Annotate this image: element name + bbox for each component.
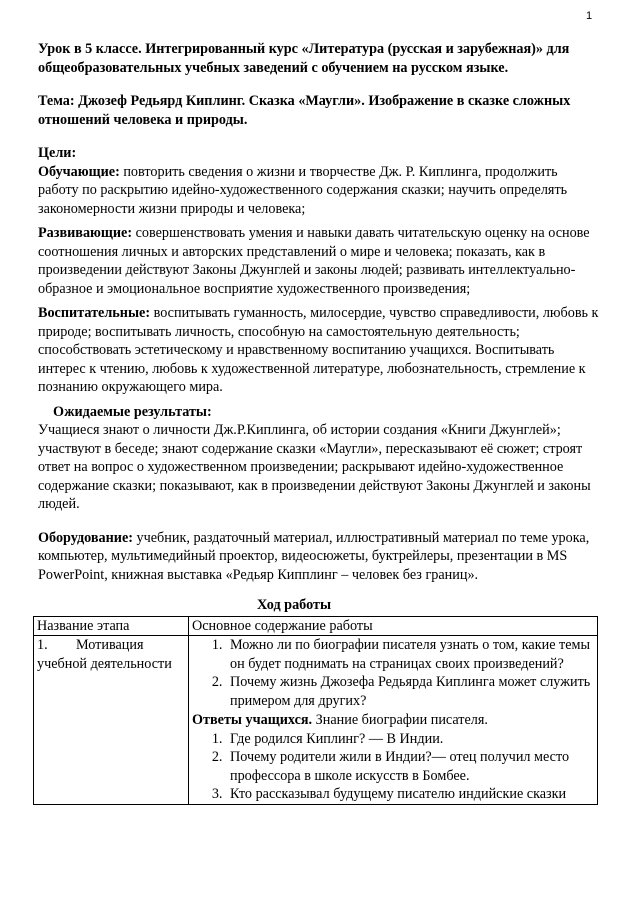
goals-teaching <box>38 163 600 219</box>
answers-label: Ответы учащихся. <box>192 712 313 728</box>
document-body <box>38 40 600 805</box>
table-header-row <box>34 616 598 636</box>
list-item: 3. Кто рассказывал будущему писателю индийские сказки <box>226 785 594 804</box>
results-heading: Ожидаемые результаты: <box>53 403 212 420</box>
lesson-title: Урок в 5 классе. Интегрированный курс «Литература (русская и зарубежная)» для общеобразовательных учебных заведений с обучением на русском языке. <box>38 41 570 76</box>
goals-developing-label: Развивающие: <box>38 225 133 241</box>
work-plan-heading: Ход работы <box>256 597 332 613</box>
answer-list <box>192 730 594 804</box>
column-header-content: Основное содержание работы <box>189 616 598 636</box>
page-number: 1 <box>586 10 593 22</box>
goals-educational-text: воспитывать гуманность, милосердие, чувство справедливости, любовь к природе; воспитывать личность, способную на самостоятельную деятельность; способствовать эстетическому и нравственному воспитанию учащихся. Воспитывать интерес к чтению, любовь к художественной литературе, любознательность, стремление к познанию окружающего мира. <box>38 305 599 395</box>
equipment-text: учебник, раздаточный материал, иллюстративный материал по теме урока, компьютер, мультимедийный проектор, видеосюжеты, буктрейлеры, презентации в MS PowerPoint, книжная выставка «Редьяр Кипплинг – человек без границ». <box>38 529 590 583</box>
goals-developing-text: совершенствовать умения и навыки давать читательскую оценку на основе соотношения личных и авторских представлений о мире и человека; показать, как в произведении действуют Законы Джунглей и законы людей; развивать интеллектуально-образное и эмоциональное восприятие художественного произведения; <box>38 225 590 297</box>
answers-text: Знание биографии писателя. <box>312 712 488 728</box>
list-item: 2. Почему родители жили в Индии?— отец получил место профессора в школе искусств в Бомбее. <box>226 748 594 785</box>
list-item: 1. Где родился Киплинг? — В Индии. <box>226 730 594 749</box>
results-text: Учащиеся знают о личности Дж.Р.Киплинга, об истории создания «Книги Джунглей»; участвуют в беседе; знают содержание сказки «Маугли», пересказывают её сюжет; строят ответ на вопрос о художественном произведении; раскрывают идейно-художественное содержание сказки; показывают, как в произведении действуют Законы Джунглей и законы людей. <box>38 422 591 512</box>
column-header-stage: Название этапа <box>34 616 189 636</box>
lesson-topic: Тема: Джозеф Редьярд Киплинг. Сказка «Маугли». Изображение в сказке сложных отношений человека и природы. <box>38 93 571 128</box>
goals-teaching-label: Обучающие: <box>38 163 120 180</box>
list-item: 1. Можно ли по биографии писателя узнать о том, какие темы он будет поднимать на страницах своих произведений? <box>226 636 594 673</box>
goals-heading: Цели: <box>38 145 77 161</box>
equipment <box>38 529 600 585</box>
goals-developing <box>38 224 600 298</box>
goals-educational <box>38 304 600 397</box>
stage-name: 1. Мотивация учебной деятельности <box>34 636 189 805</box>
stage-content <box>189 636 598 805</box>
list-item: 2. Почему жизнь Джозефа Редьярда Киплинга может служить примером для других? <box>226 673 594 710</box>
equipment-label: Оборудование: <box>38 529 133 546</box>
goals-educational-label: Воспитательные: <box>38 305 151 321</box>
work-plan-table <box>33 616 598 805</box>
table-row <box>34 636 598 805</box>
goals-teaching-text: повторить сведения о жизни и творчестве Дж. Р. Киплинга, продолжить работу по раскрытию идейно-художественного содержания сказки; научить определять закономерности жизни природы и человека; <box>38 163 568 217</box>
question-list <box>192 636 594 710</box>
answers-intro <box>192 711 594 730</box>
